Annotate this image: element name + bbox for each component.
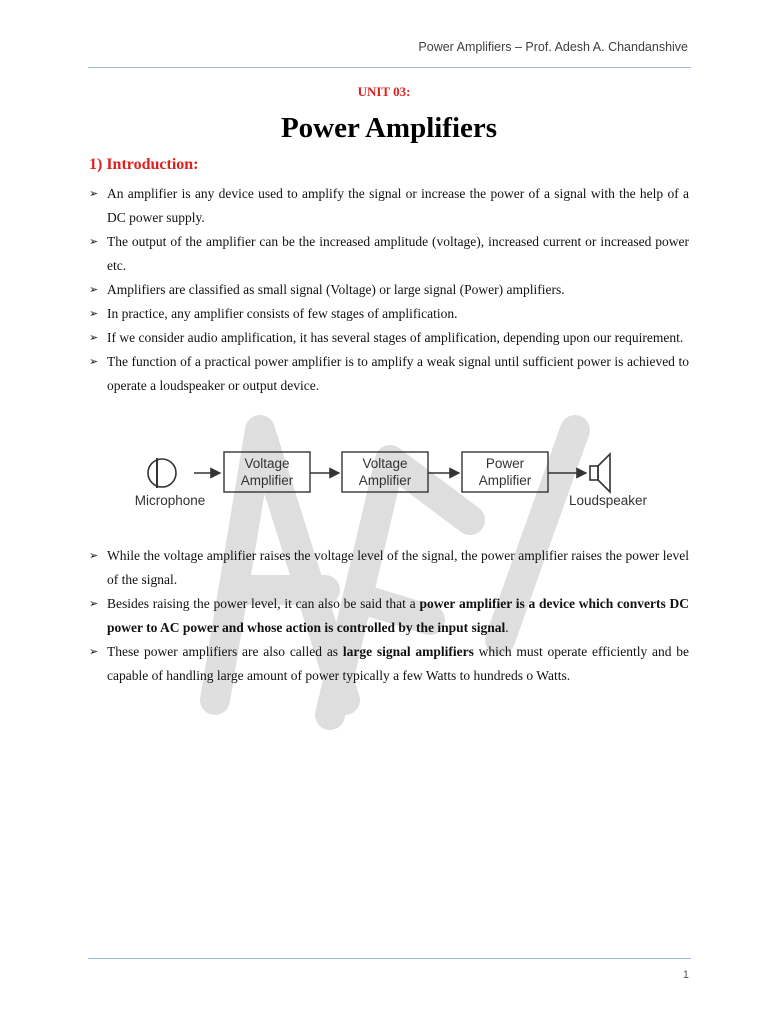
bullet-arrow-icon: ➢: [89, 550, 99, 562]
bullet-text: An amplifier is any device used to amplify the signal or increase the power of a signal with the help of a DC power supply.: [107, 186, 689, 225]
footer-divider: [88, 958, 691, 959]
bullet-arrow-icon: ➢: [89, 332, 99, 344]
stage1-label-line1: Voltage: [244, 456, 290, 471]
list-item: [89, 278, 689, 302]
stage1-label-line2: Amplifier: [240, 473, 294, 488]
bullet-list-power: [89, 544, 689, 688]
bullet-text: The output of the amplifier can be the increased amplitude (voltage), increased current or increased power etc.: [107, 234, 689, 273]
bullet-text: While the voltage amplifier raises the voltage level of the signal, the power amplifier raises the power level of the signal.: [107, 548, 689, 587]
bullet-text-pre: Besides raising the power level, it can also be said that a: [107, 596, 420, 611]
bullet-arrow-icon: ➢: [89, 308, 99, 320]
bullet-text-bold: large signal amplifiers: [342, 644, 474, 659]
bullet-arrow-icon: ➢: [89, 284, 99, 296]
stage2-label-line2: Amplifier: [358, 473, 412, 488]
list-item: [89, 302, 689, 326]
bullet-text-post: .: [505, 620, 509, 635]
bullet-text: The function of a practical power amplifier is to amplify a weak signal until sufficient power is achieved to operate a loudspeaker or output device.: [107, 354, 689, 393]
running-header: Power Amplifiers – Prof. Adesh A. Chandanshive: [418, 40, 688, 54]
list-item: [89, 230, 689, 278]
section-heading: 1) Introduction:: [89, 156, 199, 173]
bullet-arrow-icon: ➢: [89, 598, 99, 610]
bullet-text-pre: These power amplifiers are also called as: [107, 644, 343, 659]
stage3-label-line2: Amplifier: [478, 473, 532, 488]
bullet-arrow-icon: ➢: [89, 356, 99, 368]
page-number: 1: [682, 969, 689, 981]
list-item: [89, 640, 689, 688]
page-title: Power Amplifiers: [280, 112, 498, 144]
bullet-text-bold: power amplifier is a device which converts DC power to AC power and whose action is controlled by the input signal: [107, 596, 689, 635]
header-divider: [88, 67, 691, 68]
microphone-icon: [148, 458, 176, 488]
stage3-label-line1: Power: [485, 456, 525, 471]
list-item: [89, 544, 689, 592]
unit-label: UNIT 03:: [357, 84, 411, 99]
loudspeaker-icon: [590, 454, 610, 492]
stage2-label-line1: Voltage: [362, 456, 408, 471]
bullet-arrow-icon: ➢: [89, 646, 99, 658]
list-item: [89, 350, 689, 398]
list-item: [89, 182, 689, 230]
amplifier-block-diagram: [120, 444, 660, 518]
bullet-arrow-icon: ➢: [89, 236, 99, 248]
bullet-text: If we consider audio amplification, it has several stages of amplification, depending upon our requirement.: [107, 330, 684, 345]
bullet-arrow-icon: ➢: [89, 188, 99, 200]
microphone-label: Microphone: [134, 493, 206, 508]
list-item: [89, 592, 689, 640]
bullet-text: Amplifiers are classified as small signal (Voltage) or large signal (Power) amplifiers.: [107, 282, 565, 297]
list-item: [89, 326, 689, 350]
loudspeaker-label: Loudspeaker: [568, 493, 648, 508]
bullet-text-post: which must operate efficiently and be capable of handling large amount of power typically a few Watts to hundreds o Watts.: [107, 644, 689, 683]
bullet-list-intro: [89, 182, 689, 398]
bullet-text: In practice, any amplifier consists of few stages of amplification.: [107, 306, 458, 321]
